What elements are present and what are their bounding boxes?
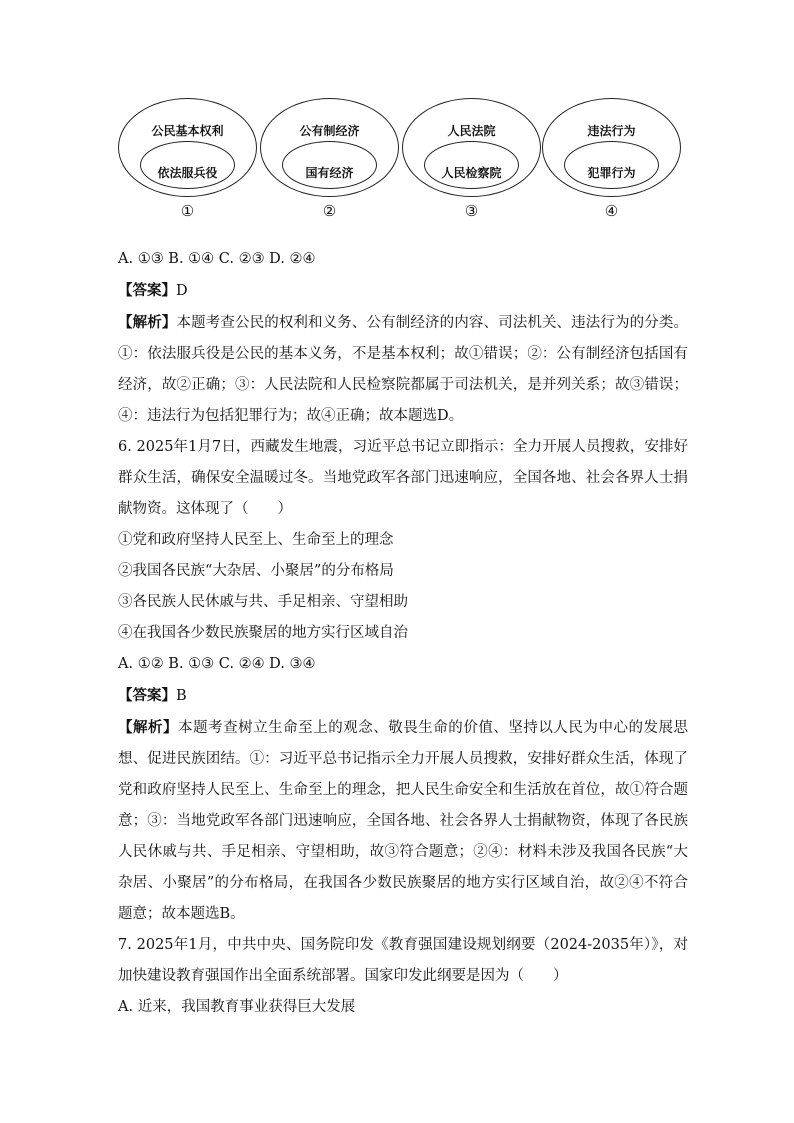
analysis-label: 【解析】 — [118, 719, 179, 736]
q6-stem: 6. 2025年1月7日，西藏发生地震，习近平总书记立即指示：全力开展人员搜救，安排好群众生活，确保安全温暖过冬。当地党政军各部门迅速响应，全国各地、社会各界人士捐献物资。这体现了（ ） — [118, 439, 688, 517]
q6-answer — [118, 680, 688, 712]
diagram-number-1: ① — [180, 202, 195, 220]
inner-label: 依法服兵役 — [157, 166, 218, 180]
inner-label: 犯罪行为 — [587, 166, 636, 180]
inner-label: 人民检察院 — [441, 166, 502, 180]
q5-analysis — [118, 307, 688, 432]
answer-value: D — [176, 283, 188, 299]
diagram-number-4: ④ — [604, 202, 619, 220]
answer-label: 【答案】 — [118, 687, 176, 704]
q5-answer — [118, 275, 688, 307]
analysis-text: 本题考查树立生命至上的观念、敬畏生命的价值、坚持以人民为中心的发展思想、促进民族团结。①：习近平总书记指示全力开展人员搜救，安排好群众生活，体现了党和政府坚持人民至上、生命至上的理念，把人民生命安全和生活放在首位，故①符合题意；③：当地党政军各部门迅速响应，全国各地、社会各界人士捐献物资，体现了各民族人民休戚与共、手足相亲、守望相助，故③符合题意；②④：材料未涉及我国各民族“大杂居、小聚居”的分布格局，在我国各少数民族聚居的地方实行区域自治，故②④不符合题意；故本题选B。 — [118, 720, 689, 922]
venn-ring-1 — [118, 98, 257, 197]
q6-statement: ④在我国各少数民族聚居的地方实行区域自治 — [118, 625, 408, 641]
outer-label: 违法行为 — [587, 124, 636, 138]
venn-ring-3 — [402, 98, 541, 197]
analysis-label: 【解析】 — [118, 314, 177, 331]
question-content — [118, 244, 688, 1023]
venn-ring-4 — [542, 98, 681, 197]
q7-stem: 7. 2025年1月，中共中央、国务院印发《教育强国建设规划纲要（2024-2035年）》，对加快建设教育强国作出全面系统部署。国家印发此纲要是因为（ ） — [118, 937, 688, 984]
answer-label: 【答案】 — [118, 282, 176, 299]
q7-option-a: A. 近来，我国教育事业获得巨大发展 — [118, 999, 356, 1015]
outer-label: 人民法院 — [447, 124, 496, 138]
q6-analysis — [118, 712, 688, 930]
q5-options: A. ①③ B. ①④ C. ②③ D. ②④ — [118, 251, 316, 267]
q6-statement: ②我国各民族“大杂居、小聚居”的分布格局 — [118, 563, 394, 579]
inner-label: 国有经济 — [305, 166, 354, 180]
venn-ring-2 — [260, 98, 399, 197]
diagram-number-2: ② — [322, 202, 337, 220]
q6-options: A. ①② B. ①③ C. ②④ D. ③④ — [118, 656, 316, 672]
answer-value: B — [176, 688, 187, 704]
analysis-text: 本题考查公民的权利和义务、公有制经济的内容、司法机关、违法行为的分类。①：依法服兵役是公民的基本义务，不是基本权利；故①错误；②：公有制经济包括国有经济，故②正确；③：人民法院和人民检察院都属于司法机关，是并列关系；故③错误；④：违法行为包括犯罪行为；故④正确；故本题选D。 — [118, 315, 689, 424]
outer-label: 公有制经济 — [299, 124, 360, 138]
concept-diagram — [118, 98, 684, 224]
diagram-number-3: ③ — [464, 202, 479, 220]
q6-statement: ③各民族人民休戚与共、手足相亲、守望相助 — [118, 594, 408, 610]
outer-label: 公民基本权利 — [151, 124, 224, 138]
q6-statement: ①党和政府坚持人民至上、生命至上的理念 — [118, 532, 394, 548]
